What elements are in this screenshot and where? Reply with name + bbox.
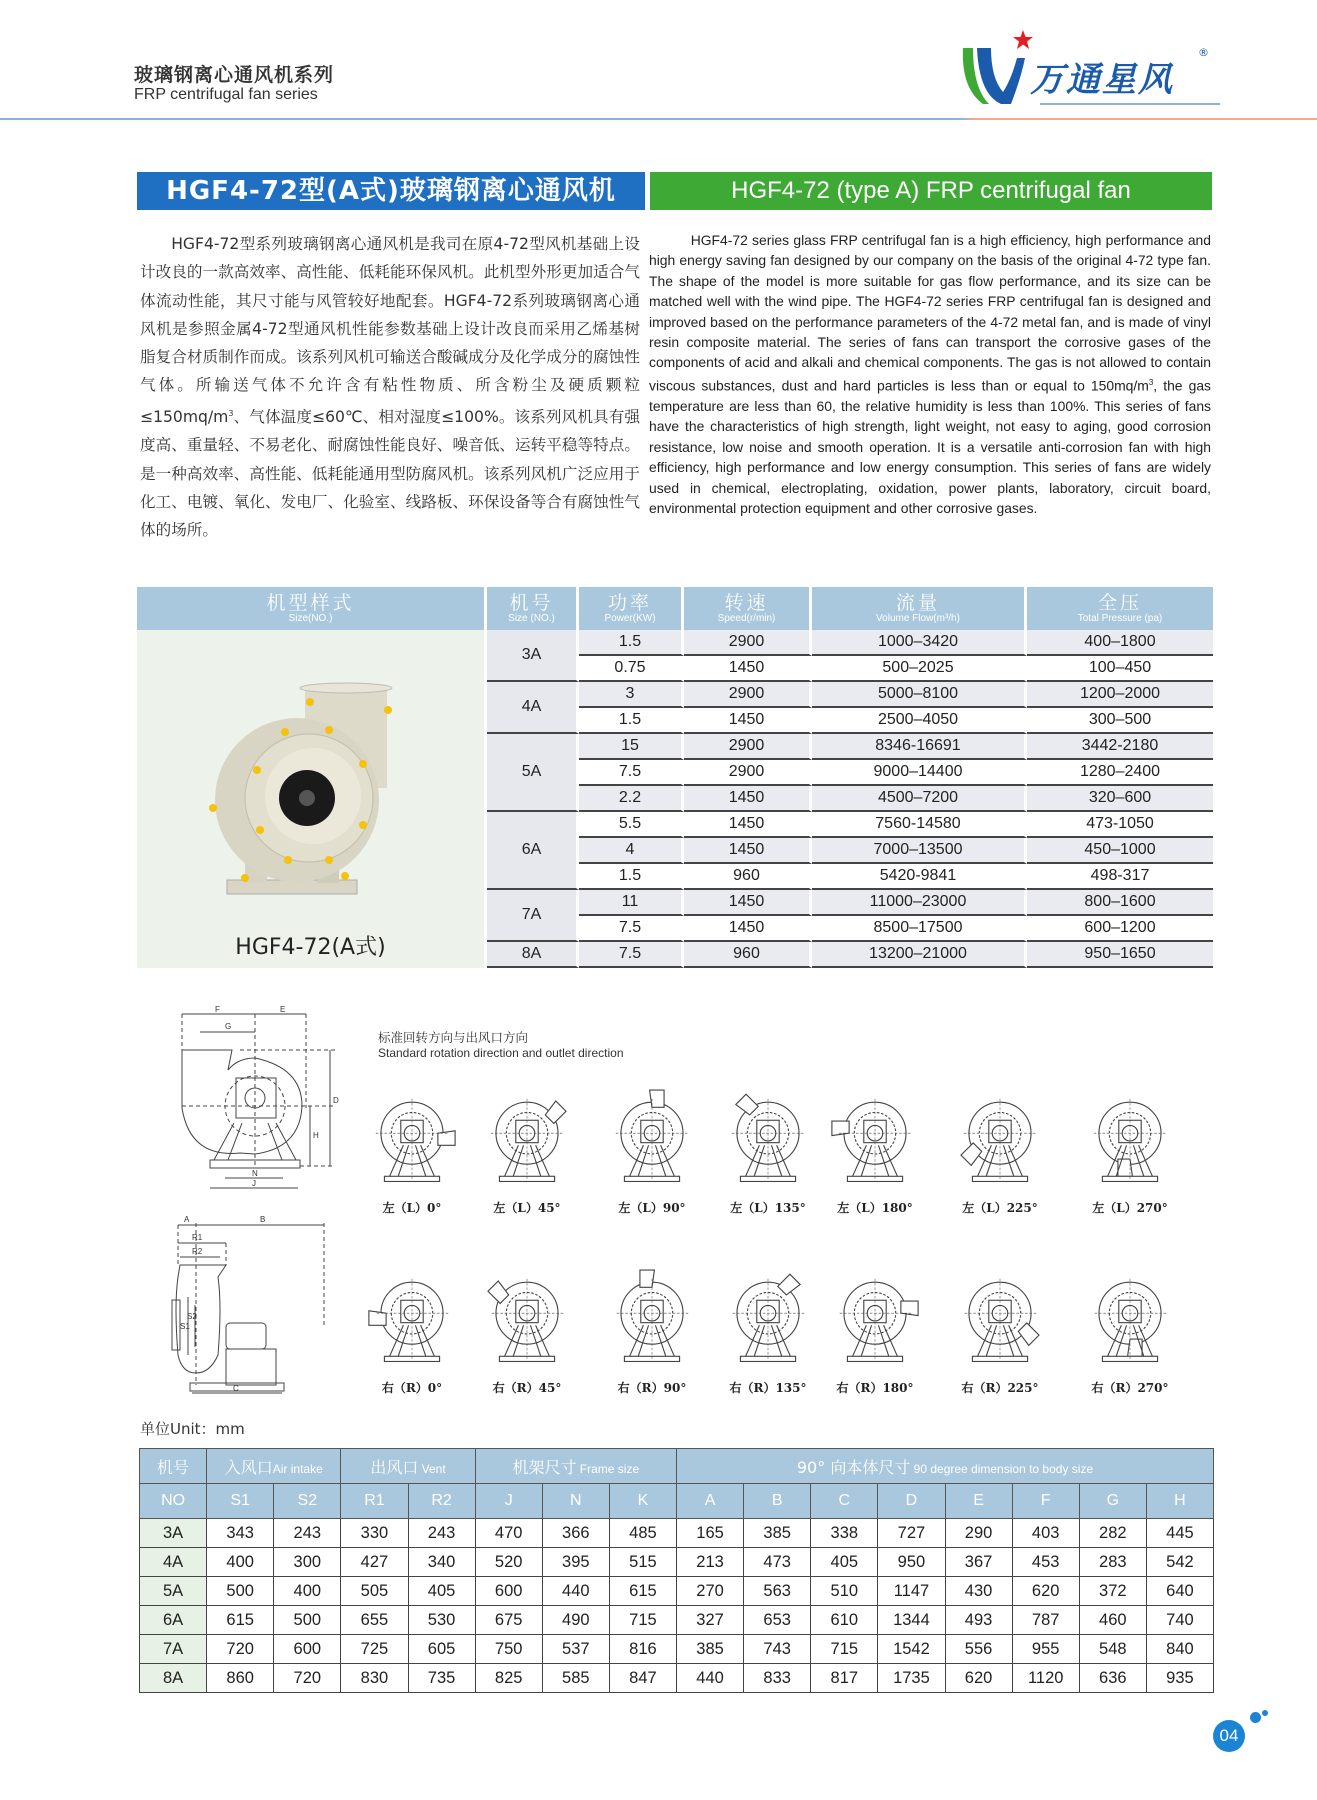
spec-header-0 [137, 587, 487, 630]
dim-col-header: B [744, 1484, 811, 1519]
dim-cell: 640 [1146, 1577, 1213, 1606]
dim-label-a: A [184, 1215, 190, 1224]
dim-col-header: J [475, 1484, 542, 1519]
dim-label-h: H [313, 1131, 319, 1140]
dim-col-header: E [945, 1484, 1012, 1519]
fan-rotation-icon [708, 1080, 828, 1195]
fan-rotation-icon [352, 1260, 472, 1375]
performance-table [137, 587, 1213, 968]
dim-cell: 955 [1012, 1635, 1079, 1664]
spec-cell: 450–1000 [1027, 838, 1213, 864]
dim-cell: 556 [945, 1635, 1012, 1664]
size-cell: 7A [487, 890, 579, 942]
spec-cell: 100–450 [1027, 656, 1213, 682]
fan-rotation-icon [467, 1080, 587, 1195]
spec-header-5 [1027, 587, 1213, 630]
spec-cell: 11 [579, 890, 684, 916]
brand-logo-text: 万通星风 [1030, 60, 1174, 100]
rotation-label: 左（L）225° [962, 1201, 1038, 1215]
rotation-right-0 [352, 1260, 472, 1396]
dim-col-header: C [811, 1484, 878, 1519]
dim-cell: 1344 [878, 1606, 945, 1635]
dim-cell: 385 [677, 1635, 744, 1664]
spec-row [137, 630, 1213, 656]
dim-cell: 675 [475, 1606, 542, 1635]
product-title-en: HGF4-72 (type A) FRP centrifugal fan [650, 172, 1212, 210]
rotation-label: 右（R）90° [617, 1381, 687, 1395]
dim-cell: 600 [475, 1577, 542, 1606]
dim-cell: 548 [1079, 1635, 1146, 1664]
fan-product-image [205, 680, 415, 900]
dim-cell: 430 [945, 1577, 1012, 1606]
dim-cell: 563 [744, 1577, 811, 1606]
dim-cell: 453 [1012, 1548, 1079, 1577]
spec-cell: 8346-16691 [812, 734, 1027, 760]
rotation-label: 左（L）45° [493, 1201, 561, 1215]
header-en: Volume Flow(m³/h) [876, 612, 960, 624]
dim-cell: 338 [811, 1519, 878, 1548]
dim-label-r2: R2 [192, 1247, 203, 1256]
group-en: 90 degree dimension to body size [910, 1461, 1094, 1476]
spec-cell: 3 [579, 682, 684, 708]
dim-cell: 840 [1146, 1635, 1213, 1664]
spec-cell: 11000–23000 [812, 890, 1027, 916]
spec-cell: 1450 [684, 890, 812, 916]
dim-row-no: 7A [140, 1635, 207, 1664]
page-dot-decoration [1250, 1712, 1261, 1723]
dim-cell: 537 [542, 1635, 609, 1664]
header-title-en: FRP centrifugal fan series [134, 86, 318, 103]
dim-col-header: N [542, 1484, 609, 1519]
header-cn: 机型样式 [266, 591, 355, 614]
header-cn: 功率 [607, 591, 652, 614]
dim-cell: 510 [811, 1577, 878, 1606]
rotation-label: 左（L）270° [1092, 1201, 1168, 1215]
spec-cell: 473-1050 [1027, 812, 1213, 838]
rotation-left-90 [592, 1080, 712, 1216]
product-image-cell [137, 630, 487, 968]
fan-rotation-icon [467, 1260, 587, 1375]
dim-cell: 385 [744, 1519, 811, 1548]
product-image-caption: HGF4-72(A式) [235, 935, 386, 960]
spec-cell: 2900 [684, 734, 812, 760]
spec-cell: 5.5 [579, 812, 684, 838]
product-title-cn: HGF4-72型(A式)玻璃钢离心通风机 [137, 172, 645, 210]
spec-cell: 7.5 [579, 942, 684, 968]
dim-cell: 395 [542, 1548, 609, 1577]
unit-label: 单位Unit：mm [140, 1420, 245, 1438]
dim-label-s2: S2 [187, 1312, 197, 1321]
dim-cell: 830 [341, 1664, 408, 1693]
dim-cell: 520 [475, 1548, 542, 1577]
spec-cell: 13200–21000 [812, 942, 1027, 968]
rotation-right-135 [708, 1260, 828, 1396]
dim-cell: 615 [207, 1606, 274, 1635]
spec-cell: 960 [684, 942, 812, 968]
spec-cell: 400–1800 [1027, 630, 1213, 656]
spec-cell: 300–500 [1027, 708, 1213, 734]
spec-cell: 9000–14400 [812, 760, 1027, 786]
rotation-label: 右（R）0° [381, 1381, 443, 1395]
header-en: Speed(r/min) [717, 612, 776, 624]
fan-rotation-icon [815, 1080, 935, 1195]
spec-cell: 2500–4050 [812, 708, 1027, 734]
spec-cell: 320–600 [1027, 786, 1213, 812]
dim-cell: 847 [609, 1664, 676, 1693]
dim-col-header: A [677, 1484, 744, 1519]
fan-rotation-icon [708, 1260, 828, 1375]
dim-row [140, 1606, 1214, 1635]
front-view-drawing [170, 998, 340, 1198]
spec-cell: 600–1200 [1027, 916, 1213, 942]
rotation-label: 右（R）270° [1091, 1381, 1169, 1395]
dim-cell: 530 [408, 1606, 475, 1635]
header-cn: 转速 [724, 591, 769, 614]
dim-cell: 493 [945, 1606, 1012, 1635]
registered-mark: ® [1198, 46, 1209, 59]
header-cn: 全压 [1097, 591, 1142, 614]
rotation-left-0 [352, 1080, 472, 1216]
dim-cell: 620 [1012, 1577, 1079, 1606]
dim-row [140, 1519, 1214, 1548]
rotation-left-270 [1070, 1080, 1190, 1216]
dim-row-no: 8A [140, 1664, 207, 1693]
rotation-left-225 [940, 1080, 1060, 1216]
dim-cell: 165 [677, 1519, 744, 1548]
dim-cell: 950 [878, 1548, 945, 1577]
fan-rotation-icon [1070, 1260, 1190, 1375]
dim-cell: 243 [408, 1519, 475, 1548]
spec-cell: 1200–2000 [1027, 682, 1213, 708]
rotation-left-180 [815, 1080, 935, 1216]
dim-cell: 833 [744, 1664, 811, 1693]
rotation-label: 左（L）90° [618, 1201, 686, 1215]
description-cn [140, 230, 640, 544]
header-cn: 机号 [509, 591, 554, 614]
dim-group-header-0 [140, 1449, 207, 1484]
group-cn: 入风口 [224, 1457, 273, 1477]
header-en: Size(NO.) [288, 612, 333, 624]
dim-cell: 340 [408, 1548, 475, 1577]
side-view-drawing [170, 1205, 340, 1395]
dim-cell: 485 [609, 1519, 676, 1548]
header-cn: 流量 [895, 591, 940, 614]
dim-cell: 600 [274, 1635, 341, 1664]
dim-cell: 327 [677, 1606, 744, 1635]
spec-cell: 1450 [684, 812, 812, 838]
dim-label-c: C [233, 1384, 239, 1393]
fan-rotation-icon [940, 1080, 1060, 1195]
dim-cell: 400 [207, 1548, 274, 1577]
dim-cell: 282 [1079, 1519, 1146, 1548]
size-cell: 4A [487, 682, 579, 734]
header-title-cn: 玻璃钢离心通风机系列 [134, 64, 335, 86]
rotation-label: 左（L）135° [730, 1201, 806, 1215]
dim-col-header: K [609, 1484, 676, 1519]
spec-cell: 7000–13500 [812, 838, 1027, 864]
dim-label-d: D [333, 1096, 339, 1105]
spec-cell: 3442-2180 [1027, 734, 1213, 760]
group-en: Air intake [272, 1461, 323, 1476]
dim-cell: 816 [609, 1635, 676, 1664]
spec-cell: 1450 [684, 916, 812, 942]
size-cell: 6A [487, 812, 579, 890]
dim-cell: 542 [1146, 1548, 1213, 1577]
rotation-right-180 [815, 1260, 935, 1396]
dim-row-no: 6A [140, 1606, 207, 1635]
spec-header-4 [812, 587, 1027, 630]
description-en-part1: HGF4-72 series glass FRP centrifugal fan is a high efficiency, high performance and high energy saving fan designed by our company on the basis of the original 4-72 type fan. The shape of the model is more suitable for gas flow performance, and its size can be matched well with the wind pipe. The HGF4-72 series FRP centrifugal fan is designed and improved based on the performance parameters of the 4-72 metal fan, and is made of vinyl resin composite material. The series of fans can transport the corrosive gases of the components of acid and alkali and chemical components. The gas is not allowed to contain viscous substances, dust and hard particles is less than or equal to 150mq/m [649, 232, 1211, 394]
spec-cell: 2900 [684, 760, 812, 786]
dim-row [140, 1664, 1214, 1693]
size-cell: 8A [487, 942, 579, 968]
dim-cell: 460 [1079, 1606, 1146, 1635]
spec-cell: 500–2025 [812, 656, 1027, 682]
dim-cell: 615 [609, 1577, 676, 1606]
superscript: 3 [228, 408, 234, 418]
dim-label-r1: R1 [192, 1233, 203, 1242]
rotation-label: 右（R）225° [961, 1381, 1039, 1395]
dim-col-header: NO [140, 1484, 207, 1519]
rotation-label: 右（R）45° [492, 1381, 562, 1395]
description-cn-part2: 、气体温度≤60℃、相对湿度≤100%。该系列风机具有强度高、重量轻、不易老化、耐腐蚀性能良好、噪音低、运转平稳等特点。是一种高效率、高性能、低耗能通用型防腐风机。该系列风机广泛应用于化工、电镀、氧化、发电厂、化验室、线路板、环保设备等合有腐蚀性气体的场所。 [140, 407, 640, 540]
spec-header-3 [684, 587, 812, 630]
spec-cell: 7.5 [579, 760, 684, 786]
rotation-left-45 [467, 1080, 587, 1216]
spec-cell: 950–1650 [1027, 942, 1213, 968]
dim-label-n: N [252, 1169, 258, 1178]
dim-col-header: S1 [207, 1484, 274, 1519]
spec-cell: 15 [579, 734, 684, 760]
dim-col-header: F [1012, 1484, 1079, 1519]
dim-cell: 715 [609, 1606, 676, 1635]
spec-cell: 7560-14580 [812, 812, 1027, 838]
dim-label-g: G [225, 1022, 232, 1031]
dim-cell: 825 [475, 1664, 542, 1693]
dim-cell: 427 [341, 1548, 408, 1577]
dim-cell: 470 [475, 1519, 542, 1548]
dim-cell: 725 [341, 1635, 408, 1664]
fan-rotation-icon [1070, 1080, 1190, 1195]
dim-label-e: E [280, 1005, 286, 1014]
dim-cell: 505 [341, 1577, 408, 1606]
spec-cell: 1450 [684, 708, 812, 734]
dim-cell: 366 [542, 1519, 609, 1548]
dim-cell: 720 [207, 1635, 274, 1664]
rotation-label: 左（L）0° [382, 1201, 442, 1215]
fan-rotation-icon [592, 1080, 712, 1195]
dim-cell: 440 [542, 1577, 609, 1606]
dim-col-header: R1 [341, 1484, 408, 1519]
dim-row [140, 1577, 1214, 1606]
dim-cell: 500 [274, 1606, 341, 1635]
header-en: Total Pressure (pa) [1077, 612, 1163, 624]
fan-rotation-icon [352, 1080, 472, 1195]
rotation-label: 右（R）180° [836, 1381, 914, 1395]
dim-cell: 620 [945, 1664, 1012, 1693]
dim-group-header-3 [475, 1449, 676, 1484]
spec-cell: 2900 [684, 682, 812, 708]
rotation-right-225 [940, 1260, 1060, 1396]
dim-cell: 1120 [1012, 1664, 1079, 1693]
rotation-right-270 [1070, 1260, 1190, 1396]
header-en: Size (NO.) [508, 612, 555, 624]
group-cn: 机架尺寸 [512, 1457, 577, 1477]
superscript: 3 [1148, 377, 1154, 387]
dim-cell: 283 [1079, 1548, 1146, 1577]
dim-cell: 610 [811, 1606, 878, 1635]
dim-cell: 636 [1079, 1664, 1146, 1693]
spec-cell: 498-317 [1027, 864, 1213, 890]
spec-cell: 2.2 [579, 786, 684, 812]
dim-cell: 720 [274, 1664, 341, 1693]
group-cn: 机号 [157, 1457, 190, 1477]
dim-group-header-4 [677, 1449, 1214, 1484]
dim-cell: 403 [1012, 1519, 1079, 1548]
rotation-right-45 [467, 1260, 587, 1396]
header-en: Power(KW) [604, 612, 656, 624]
dim-cell: 290 [945, 1519, 1012, 1548]
group-cn: 90° 向本体尺寸 [796, 1457, 911, 1477]
dim-cell: 372 [1079, 1577, 1146, 1606]
description-en [649, 230, 1211, 518]
description-en-part2: , the gas temperature are less than 60, the relative humidity is less than 100%. This series of fans have the characteristics of high strength, light weight, not easy to aging, good corrosion resistance, low noise and smooth operation. It is a versatile anti-corrosion fan with high efficiency, high performance and low energy consumption. This series of fans are widely used in chemical, electroplating, oxidation, power plants, laboratory, circuit board, environmental protection equipment and other corrosive gases. [649, 377, 1211, 516]
page-number: 04 [1213, 1720, 1245, 1752]
spec-cell: 1450 [684, 838, 812, 864]
rotation-right-90 [592, 1260, 712, 1396]
spec-cell: 1450 [684, 656, 812, 682]
dim-cell: 727 [878, 1519, 945, 1548]
dim-cell: 515 [609, 1548, 676, 1577]
dim-label-j: J [252, 1179, 256, 1188]
dim-row-no: 3A [140, 1519, 207, 1548]
dim-cell: 213 [677, 1548, 744, 1577]
dim-cell: 750 [475, 1635, 542, 1664]
dim-cell: 735 [408, 1664, 475, 1693]
spec-cell: 1.5 [579, 630, 684, 656]
dim-cell: 715 [811, 1635, 878, 1664]
spec-cell: 2900 [684, 630, 812, 656]
dim-cell: 445 [1146, 1519, 1213, 1548]
dim-cell: 605 [408, 1635, 475, 1664]
spec-header-1 [487, 587, 579, 630]
header-divider [0, 118, 1317, 120]
description-cn-part1: HGF4-72型系列玻璃钢离心通风机是我司在原4-72型风机基础上设计改良的一款高效率、高性能、低耗能环保风机。此机型外形更加适合气体流动性能，其尺寸能与风管较好地配套。HGF4-72系列玻璃钢离心通风机是参照金属4-72型通风机性能参数基础上设计改良而采用乙烯基树脂复合材质制作而成。该系列风机可输送合酸碱成分及化学成分的腐蚀性气体。所输送气体不允许含有粘性物质、所含粉尘及硬质颗粒≤150mq/m [140, 235, 640, 426]
group-en: Vent [418, 1461, 446, 1476]
size-cell: 3A [487, 630, 579, 682]
group-en: Frame size [576, 1461, 640, 1476]
dim-cell: 343 [207, 1519, 274, 1548]
dim-cell: 1147 [878, 1577, 945, 1606]
dim-col-header: S2 [274, 1484, 341, 1519]
dim-cell: 473 [744, 1548, 811, 1577]
spec-header-2 [579, 587, 684, 630]
dim-cell: 367 [945, 1548, 1012, 1577]
spec-cell: 7.5 [579, 916, 684, 942]
dim-row-no: 5A [140, 1577, 207, 1606]
spec-cell: 0.75 [579, 656, 684, 682]
dim-cell: 787 [1012, 1606, 1079, 1635]
page-dot-decoration [1262, 1710, 1268, 1716]
dim-cell: 740 [1146, 1606, 1213, 1635]
spec-cell: 960 [684, 864, 812, 890]
dim-col-header: R2 [408, 1484, 475, 1519]
fan-rotation-icon [940, 1260, 1060, 1375]
dim-col-header: H [1146, 1484, 1213, 1519]
dim-row [140, 1635, 1214, 1664]
dim-cell: 585 [542, 1664, 609, 1693]
group-cn: 出风口 [370, 1457, 419, 1477]
dim-cell: 1542 [878, 1635, 945, 1664]
spec-cell: 1450 [684, 786, 812, 812]
dim-label-f: F [215, 1005, 220, 1014]
dim-cell: 243 [274, 1519, 341, 1548]
dim-cell: 1735 [878, 1664, 945, 1693]
spec-cell: 4500–7200 [812, 786, 1027, 812]
fan-rotation-icon [815, 1260, 935, 1375]
rotation-left-135 [708, 1080, 828, 1216]
dim-cell: 653 [744, 1606, 811, 1635]
dim-col-header: D [878, 1484, 945, 1519]
spec-cell: 800–1600 [1027, 890, 1213, 916]
dim-cell: 817 [811, 1664, 878, 1693]
dim-cell: 500 [207, 1577, 274, 1606]
dim-group-header-1 [207, 1449, 341, 1484]
logo-underline [1040, 103, 1220, 105]
spec-cell: 1.5 [579, 708, 684, 734]
dim-label-b: B [260, 1215, 266, 1224]
dim-cell: 270 [677, 1577, 744, 1606]
dim-cell: 440 [677, 1664, 744, 1693]
dim-cell: 400 [274, 1577, 341, 1606]
rotation-title-en: Standard rotation direction and outlet direction [378, 1046, 624, 1060]
size-cell: 5A [487, 734, 579, 812]
dim-cell: 330 [341, 1519, 408, 1548]
rotation-label: 右（R）135° [729, 1381, 807, 1395]
dim-row-no: 4A [140, 1548, 207, 1577]
dim-cell: 935 [1146, 1664, 1213, 1693]
spec-cell: 5000–8100 [812, 682, 1027, 708]
dim-cell: 655 [341, 1606, 408, 1635]
dimension-table [139, 1448, 1214, 1693]
dim-cell: 405 [408, 1577, 475, 1606]
spec-cell: 1280–2400 [1027, 760, 1213, 786]
spec-cell: 1000–3420 [812, 630, 1027, 656]
dim-row [140, 1548, 1214, 1577]
dim-cell: 743 [744, 1635, 811, 1664]
rotation-title-cn: 标准回转方向与出风口方向 [378, 1030, 529, 1045]
dim-cell: 300 [274, 1548, 341, 1577]
spec-cell: 8500–17500 [812, 916, 1027, 942]
spec-cell: 4 [579, 838, 684, 864]
dim-cell: 860 [207, 1664, 274, 1693]
fan-rotation-icon [592, 1260, 712, 1375]
dim-cell: 490 [542, 1606, 609, 1635]
dim-group-header-2 [341, 1449, 475, 1484]
spec-cell: 5420-9841 [812, 864, 1027, 890]
dim-label-s1: S1 [180, 1322, 190, 1331]
dim-col-header: G [1079, 1484, 1146, 1519]
dim-cell: 405 [811, 1548, 878, 1577]
spec-cell: 1.5 [579, 864, 684, 890]
rotation-label: 左（L）180° [837, 1201, 913, 1215]
